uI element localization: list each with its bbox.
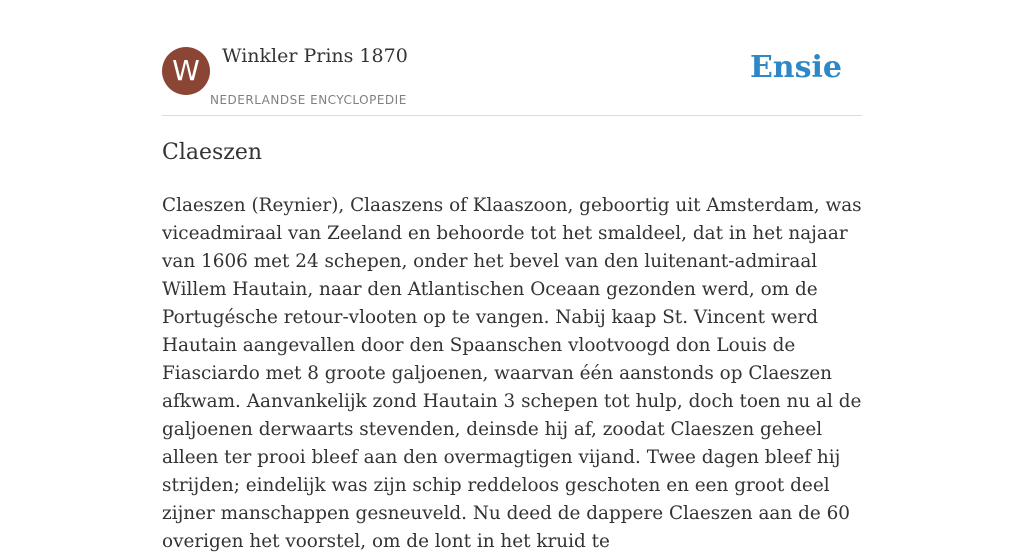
header (162, 0, 862, 116)
source-title[interactable]: Winkler Prins 1870 (222, 45, 408, 67)
brand-logo[interactable]: Ensie (749, 50, 842, 85)
source-avatar[interactable]: W (162, 47, 210, 95)
source-subtitle: NEDERLANDSE ENCYCLOPEDIE (210, 93, 407, 107)
entry-body: Claeszen (Reynier), Claaszens of Klaaszoon, geboortig uit Amsterdam, was viceadmiraal van Zeeland en behoorde tot het smaldeel, dat in het najaar van 1606 met 24 schepen, onder het bevel van den luitenant-admiraal Willem Hautain, naar den Atlantischen Oceaan gezonden werd, om de Portugésche retour-vlooten op te vangen. Nabij kaap St. Vincent werd Hautain aangevallen door den Spaanschen vlootvoogd don Louis de Fiasciardo met 8 groote galjoenen, waarvan één aanstonds op Claeszen afkwam. Aanvankelijk zond Hautain 3 schepen tot hulp, doch toen nu al de galjoenen derwaarts stevenden, deinsde hij af, zoodat Claeszen geheel alleen ter prooi bleef aan den overmagtigen vijand. Twee dagen bleef hij strijden; eindelijk was zijn schip reddeloos geschoten en een groot deel zijner manschappen gesneuveld. Nu deed de dappere Claeszen aan de 60 overigen het voorstel, om de lont in het kruid te (162, 195, 862, 552)
entry-title: Claeszen (162, 140, 263, 165)
